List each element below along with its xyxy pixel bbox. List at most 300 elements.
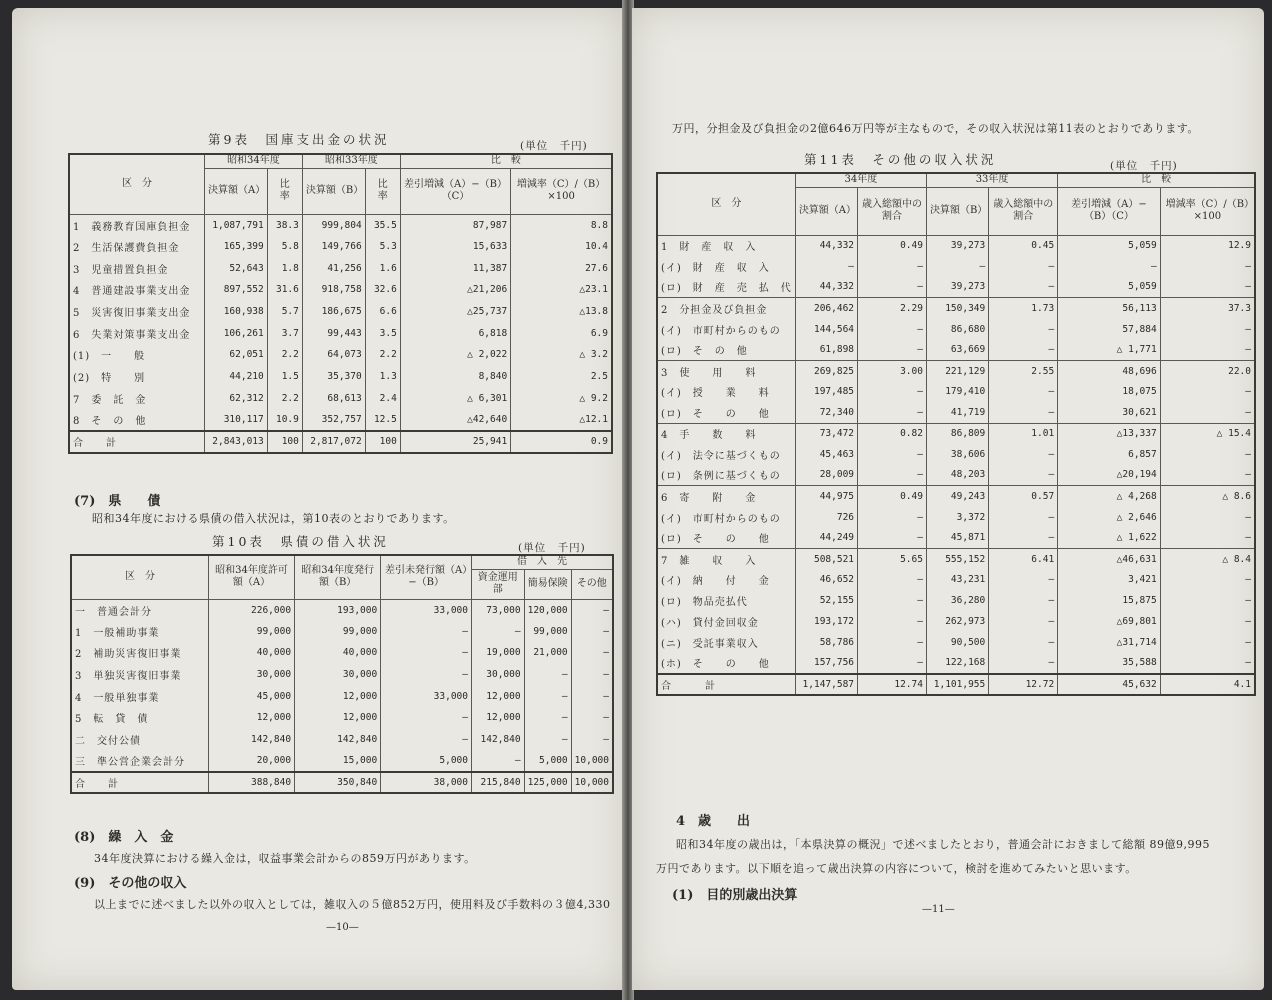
table-row bbox=[657, 298, 1255, 319]
row-label: (ホ) そ の 他 bbox=[657, 653, 795, 674]
cell-p: △ 3.2 bbox=[511, 344, 612, 366]
cell-ra: — bbox=[858, 256, 927, 277]
cell-b: 918,758 bbox=[302, 279, 365, 301]
cell-b: 150,349 bbox=[926, 298, 988, 319]
cell-ra: 3.7 bbox=[267, 322, 302, 344]
cell-p: — bbox=[1160, 277, 1255, 298]
t9-h-kessan-b: 決算額（B） bbox=[302, 168, 365, 214]
t9-h-zougen: 増減率（C）/（B）×100 bbox=[511, 168, 612, 214]
cell-b: 48,203 bbox=[926, 465, 988, 486]
row-label: 合 計 bbox=[657, 674, 795, 695]
right-page bbox=[632, 8, 1264, 990]
row-label: 6 寄 附 金 bbox=[657, 486, 795, 507]
table-row bbox=[71, 772, 613, 794]
cell-p: 10.4 bbox=[511, 236, 612, 258]
cell-b: 86,680 bbox=[926, 319, 988, 340]
row-label: 2 補助災害復旧事業 bbox=[71, 642, 209, 664]
cell-a: 12,000 bbox=[209, 707, 295, 729]
cell-rb: — bbox=[989, 569, 1058, 590]
table-row bbox=[657, 527, 1255, 548]
cell-p: 8.8 bbox=[511, 214, 612, 236]
cell-f: 10,000 bbox=[571, 772, 613, 794]
cell-a: 508,521 bbox=[795, 548, 857, 569]
cell-ra: 0.49 bbox=[858, 486, 927, 507]
cell-b: 30,000 bbox=[295, 664, 381, 686]
cell-p: — bbox=[1160, 444, 1255, 465]
cell-ra: — bbox=[858, 611, 927, 632]
cell-c: △13,337 bbox=[1058, 423, 1161, 444]
cell-rb: 6.6 bbox=[365, 301, 400, 323]
row-label: 1 財 産 収 入 bbox=[657, 235, 795, 256]
t11-h-kessan-b: 決算額（B） bbox=[926, 187, 988, 235]
t10-h-kanei: 簡易保険 bbox=[524, 569, 571, 599]
cell-a: 2,843,013 bbox=[205, 431, 268, 453]
t9-h-hiritsu-b: 比 率 bbox=[365, 168, 400, 214]
cell-rb: 100 bbox=[365, 431, 400, 453]
cell-a: 142,840 bbox=[209, 729, 295, 751]
cell-b: 262,973 bbox=[926, 611, 988, 632]
row-label: (ロ) 条例に基づくもの bbox=[657, 465, 795, 486]
cell-ra: — bbox=[858, 444, 927, 465]
cell-a: 144,564 bbox=[795, 319, 857, 340]
cell-rb: — bbox=[989, 527, 1058, 548]
cell-a: 52,643 bbox=[205, 257, 268, 279]
cell-c: 15,633 bbox=[400, 236, 510, 258]
row-label: (ハ) 貸付金回収金 bbox=[657, 611, 795, 632]
cell-c: 5,000 bbox=[381, 750, 472, 772]
t9-h-hiritsu-a: 比 率 bbox=[267, 168, 302, 214]
cell-rb: 32.6 bbox=[365, 279, 400, 301]
row-label: 2 分担金及び負担金 bbox=[657, 298, 795, 319]
cell-ra: — bbox=[858, 569, 927, 590]
row-label: 4 手 数 料 bbox=[657, 423, 795, 444]
cell-ra: — bbox=[858, 319, 927, 340]
cell-p: △12.1 bbox=[511, 409, 612, 431]
cell-a: 73,472 bbox=[795, 423, 857, 444]
cell-b: 40,000 bbox=[295, 642, 381, 664]
table-row bbox=[657, 507, 1255, 528]
cell-a: 44,332 bbox=[795, 277, 857, 298]
cell-ra: — bbox=[858, 590, 927, 611]
cell-c: — bbox=[381, 664, 472, 686]
cell-c: △46,631 bbox=[1058, 548, 1161, 569]
cell-b: 45,871 bbox=[926, 527, 988, 548]
section8-heading: (8) 繰 入 金 bbox=[74, 830, 174, 845]
table10-title: 第10表 県債の借入状況 bbox=[212, 534, 389, 549]
t10-h-other: その他 bbox=[571, 569, 613, 599]
cell-rb: 2.2 bbox=[365, 344, 400, 366]
row-label: (イ) 市町村からのもの bbox=[657, 319, 795, 340]
cell-p: — bbox=[1160, 653, 1255, 674]
table9-unit: (単位 千円) bbox=[520, 140, 588, 152]
cell-b: 3,372 bbox=[926, 507, 988, 528]
cell-b: 186,675 bbox=[302, 301, 365, 323]
cell-a: 44,975 bbox=[795, 486, 857, 507]
row-label: 5 転 貸 債 bbox=[71, 707, 209, 729]
table-row bbox=[71, 599, 613, 621]
row-label: (ロ) そ の 他 bbox=[657, 402, 795, 423]
t10-h-a: 昭和34年度許可額（A） bbox=[209, 555, 295, 599]
row-label: (イ) 法令に基づくもの bbox=[657, 444, 795, 465]
cell-b: 35,370 bbox=[302, 366, 365, 388]
cell-c: 3,421 bbox=[1058, 569, 1161, 590]
cell-p: — bbox=[1160, 590, 1255, 611]
cell-c: — bbox=[381, 707, 472, 729]
cell-ra: 0.82 bbox=[858, 423, 927, 444]
cell-b: 555,152 bbox=[926, 548, 988, 569]
cell-c: △42,640 bbox=[400, 409, 510, 431]
cell-a: 388,840 bbox=[209, 772, 295, 794]
section4-heading: 4 歳 出 bbox=[676, 814, 751, 829]
cell-a: 197,485 bbox=[795, 381, 857, 402]
row-label: 4 一般単独事業 bbox=[71, 685, 209, 707]
table-row bbox=[657, 465, 1255, 486]
cell-a: 62,051 bbox=[205, 344, 268, 366]
row-label: (ロ) そ の 他 bbox=[657, 339, 795, 360]
cell-p: 2.5 bbox=[511, 366, 612, 388]
cell-rb: 0.45 bbox=[989, 235, 1058, 256]
table-row bbox=[69, 279, 612, 301]
cell-p: 0.9 bbox=[511, 431, 612, 453]
t9-h-y34: 昭和34年度 bbox=[205, 154, 303, 168]
cell-a: 30,000 bbox=[209, 664, 295, 686]
cell-c: 5,059 bbox=[1058, 277, 1161, 298]
cell-rb: 1.73 bbox=[989, 298, 1058, 319]
cell-b: 221,129 bbox=[926, 360, 988, 381]
cell-a: 28,009 bbox=[795, 465, 857, 486]
cell-a: 44,210 bbox=[205, 366, 268, 388]
cell-b: 193,000 bbox=[295, 599, 381, 621]
cell-p: 6.9 bbox=[511, 322, 612, 344]
cell-c: — bbox=[1058, 256, 1161, 277]
cell-rb: 12.72 bbox=[989, 674, 1058, 695]
cell-rb: 1.6 bbox=[365, 257, 400, 279]
row-label: 4 普通建設事業支出金 bbox=[69, 279, 205, 301]
cell-rb: 2.4 bbox=[365, 388, 400, 410]
cell-c: 33,000 bbox=[381, 599, 472, 621]
row-label: 8 そ の 他 bbox=[69, 409, 205, 431]
cell-rb: 35.5 bbox=[365, 214, 400, 236]
cell-f: — bbox=[571, 685, 613, 707]
cell-c: — bbox=[381, 621, 472, 643]
cell-a: 269,825 bbox=[795, 360, 857, 381]
cell-ra: 0.49 bbox=[858, 235, 927, 256]
cell-b: 2,817,072 bbox=[302, 431, 365, 453]
cell-c: 45,632 bbox=[1058, 674, 1161, 695]
t11-h-zougen: 増減率（C）/（B）×100 bbox=[1160, 187, 1255, 235]
cell-b: 39,273 bbox=[926, 277, 988, 298]
cell-a: 193,172 bbox=[795, 611, 857, 632]
cell-p: — bbox=[1160, 402, 1255, 423]
cell-rb: — bbox=[989, 402, 1058, 423]
row-label: 2 生活保護費負担金 bbox=[69, 236, 205, 258]
t9-h-hikaku: 比 較 bbox=[400, 154, 612, 168]
cell-f: — bbox=[571, 664, 613, 686]
cell-b: 63,669 bbox=[926, 339, 988, 360]
table-row bbox=[69, 344, 612, 366]
cell-p: — bbox=[1160, 339, 1255, 360]
row-label: 7 雑 収 入 bbox=[657, 548, 795, 569]
cell-b: 39,273 bbox=[926, 235, 988, 256]
row-label: (ニ) 受託事業収入 bbox=[657, 632, 795, 653]
section7-text: 昭和34年度における県債の借入状況は，第10表のとおりであります。 bbox=[92, 512, 455, 525]
cell-b: 64,073 bbox=[302, 344, 365, 366]
cell-c: 56,113 bbox=[1058, 298, 1161, 319]
cell-rb: — bbox=[989, 611, 1058, 632]
cell-p: — bbox=[1160, 611, 1255, 632]
cell-rb: 1.01 bbox=[989, 423, 1058, 444]
cell-ra: — bbox=[858, 381, 927, 402]
row-label: 3 児童措置負担金 bbox=[69, 257, 205, 279]
row-label: 一 普通会計分 bbox=[71, 599, 209, 621]
cell-ra: 1.8 bbox=[267, 257, 302, 279]
cell-p: — bbox=[1160, 632, 1255, 653]
t11-h-hikaku: 比 較 bbox=[1058, 173, 1255, 187]
cell-ra: — bbox=[858, 402, 927, 423]
t10-h-shikin: 資金運用部 bbox=[472, 569, 525, 599]
cell-c: △21,206 bbox=[400, 279, 510, 301]
row-label: 6 失業対策事業支出金 bbox=[69, 322, 205, 344]
cell-b: 142,840 bbox=[295, 729, 381, 751]
table-row bbox=[657, 611, 1255, 632]
cell-p: △ 15.4 bbox=[1160, 423, 1255, 444]
section8-text: 34年度決算における繰入金は，収益事業会計からの859万円があります。 bbox=[94, 852, 476, 865]
table-row bbox=[657, 277, 1255, 298]
cell-a: 62,312 bbox=[205, 388, 268, 410]
table-row bbox=[71, 707, 613, 729]
t10-h-b: 昭和34年度発行額（B） bbox=[295, 555, 381, 599]
cell-b: 41,719 bbox=[926, 402, 988, 423]
t10-h-c: 差引未発行額（A）−（B） bbox=[381, 555, 472, 599]
table-row bbox=[71, 750, 613, 772]
cell-a: 46,652 bbox=[795, 569, 857, 590]
table-row bbox=[69, 322, 612, 344]
row-label: 5 災害復旧事業支出金 bbox=[69, 301, 205, 323]
cell-e: 120,000 bbox=[524, 599, 571, 621]
cell-ra: — bbox=[858, 339, 927, 360]
cell-a: 44,249 bbox=[795, 527, 857, 548]
cell-ra: 5.7 bbox=[267, 301, 302, 323]
cell-c: 48,696 bbox=[1058, 360, 1161, 381]
cell-c: △ 4,268 bbox=[1058, 486, 1161, 507]
cell-p: △ 8.6 bbox=[1160, 486, 1255, 507]
t10-h-kubun: 区 分 bbox=[71, 555, 209, 599]
t9-h-kubun: 区 分 bbox=[69, 154, 205, 214]
row-label: (イ) 納 付 金 bbox=[657, 569, 795, 590]
cell-p: 37.3 bbox=[1160, 298, 1255, 319]
row-label: 二 交付公債 bbox=[71, 729, 209, 751]
cell-c: 18,075 bbox=[1058, 381, 1161, 402]
table-row bbox=[657, 444, 1255, 465]
cell-ra: 5.65 bbox=[858, 548, 927, 569]
cell-a: 61,898 bbox=[795, 339, 857, 360]
cell-p: 27.6 bbox=[511, 257, 612, 279]
table-row bbox=[657, 402, 1255, 423]
cell-c: 6,857 bbox=[1058, 444, 1161, 465]
cell-a: 897,552 bbox=[205, 279, 268, 301]
cell-a: 1,147,587 bbox=[795, 674, 857, 695]
row-label: (イ) 市町村からのもの bbox=[657, 507, 795, 528]
table-row bbox=[69, 388, 612, 410]
table-row bbox=[71, 642, 613, 664]
cell-d: — bbox=[472, 621, 525, 643]
cell-b: 43,231 bbox=[926, 569, 988, 590]
cell-a: 58,786 bbox=[795, 632, 857, 653]
t11-h-sabiki: 差引増減（A）−（B）（C） bbox=[1058, 187, 1161, 235]
cell-ra: — bbox=[858, 653, 927, 674]
cell-e: — bbox=[524, 664, 571, 686]
cell-p: △ 8.4 bbox=[1160, 548, 1255, 569]
cell-ra: 12.74 bbox=[858, 674, 927, 695]
cell-a: 45,000 bbox=[209, 685, 295, 707]
section4-text-1: 昭和34年度の歳出は，「本県決算の概況」で述べましたとおり，普通会計におきまして総額 89億9,995 bbox=[676, 838, 1210, 851]
section9-text: 以上までに述べました以外の収入としては，雑収入の５億852万円，使用料及び手数料の３億4,330 bbox=[94, 898, 611, 911]
cell-ra: 100 bbox=[267, 431, 302, 453]
cell-c: 33,000 bbox=[381, 685, 472, 707]
cell-a: 72,340 bbox=[795, 402, 857, 423]
table-row bbox=[657, 339, 1255, 360]
cell-c: △ 1,771 bbox=[1058, 339, 1161, 360]
cell-d: 142,840 bbox=[472, 729, 525, 751]
table-row bbox=[71, 621, 613, 643]
table-row bbox=[657, 590, 1255, 611]
table-row bbox=[657, 674, 1255, 695]
t10-h-saki: 借 入 先 bbox=[472, 555, 614, 569]
cell-b: 179,410 bbox=[926, 381, 988, 402]
cell-d: 19,000 bbox=[472, 642, 525, 664]
cell-d: — bbox=[472, 750, 525, 772]
table9 bbox=[68, 153, 613, 454]
t11-h-share-a: 歳入総額中の割合 bbox=[858, 187, 927, 235]
cell-c: — bbox=[381, 729, 472, 751]
cell-rb: — bbox=[989, 465, 1058, 486]
cell-rb: — bbox=[989, 256, 1058, 277]
t11-h-y34: 34年度 bbox=[795, 173, 926, 187]
cell-b: 149,766 bbox=[302, 236, 365, 258]
cell-a: 160,938 bbox=[205, 301, 268, 323]
cell-a: 52,155 bbox=[795, 590, 857, 611]
cell-b: 12,000 bbox=[295, 707, 381, 729]
table-row bbox=[71, 729, 613, 751]
row-label: (2) 特 別 bbox=[69, 366, 205, 388]
cell-a: 44,332 bbox=[795, 235, 857, 256]
cell-a: 165,399 bbox=[205, 236, 268, 258]
cell-ra: 5.8 bbox=[267, 236, 302, 258]
cell-d: 73,000 bbox=[472, 599, 525, 621]
cell-c: 5,059 bbox=[1058, 235, 1161, 256]
cell-p: △ 9.2 bbox=[511, 388, 612, 410]
cell-d: 215,840 bbox=[472, 772, 525, 794]
cell-e: — bbox=[524, 729, 571, 751]
table-row bbox=[69, 366, 612, 388]
cell-e: — bbox=[524, 707, 571, 729]
cell-ra: — bbox=[858, 277, 927, 298]
row-label: (ロ) 物品売払代 bbox=[657, 590, 795, 611]
cell-b: 15,000 bbox=[295, 750, 381, 772]
cell-e: 5,000 bbox=[524, 750, 571, 772]
cell-ra: — bbox=[858, 527, 927, 548]
cell-ra: 38.3 bbox=[267, 214, 302, 236]
cell-rb: — bbox=[989, 444, 1058, 465]
cell-ra: 31.6 bbox=[267, 279, 302, 301]
table-row bbox=[657, 235, 1255, 256]
row-label: 3 使 用 料 bbox=[657, 360, 795, 381]
cell-b: 86,809 bbox=[926, 423, 988, 444]
row-label: 三 準公営企業会計分 bbox=[71, 750, 209, 772]
cell-a: 726 bbox=[795, 507, 857, 528]
cell-rb: — bbox=[989, 507, 1058, 528]
cell-rb: — bbox=[989, 653, 1058, 674]
cell-c: 6,818 bbox=[400, 322, 510, 344]
cell-a: 1,087,791 bbox=[205, 214, 268, 236]
table-row bbox=[657, 423, 1255, 444]
intro-text: 万円，分担金及び負担金の2億646万円等が主なもので，その収入状況は第11表のとおりであります。 bbox=[672, 122, 1199, 135]
cell-a: 310,117 bbox=[205, 409, 268, 431]
cell-c: △ 6,301 bbox=[400, 388, 510, 410]
cell-ra: 2.2 bbox=[267, 344, 302, 366]
cell-rb: — bbox=[989, 277, 1058, 298]
cell-c: 87,987 bbox=[400, 214, 510, 236]
cell-p: — bbox=[1160, 527, 1255, 548]
cell-rb: — bbox=[989, 319, 1058, 340]
cell-c: 11,387 bbox=[400, 257, 510, 279]
cell-c: △69,801 bbox=[1058, 611, 1161, 632]
cell-b: 38,606 bbox=[926, 444, 988, 465]
cell-f: — bbox=[571, 642, 613, 664]
cell-b: 68,613 bbox=[302, 388, 365, 410]
cell-p: 4.1 bbox=[1160, 674, 1255, 695]
table9-title: 第9表 国庫支出金の状況 bbox=[208, 132, 390, 147]
cell-c: 38,000 bbox=[381, 772, 472, 794]
cell-b: 99,000 bbox=[295, 621, 381, 643]
cell-c: △25,737 bbox=[400, 301, 510, 323]
cell-p: — bbox=[1160, 256, 1255, 277]
cell-c: △ 2,646 bbox=[1058, 507, 1161, 528]
cell-c: △ 2,022 bbox=[400, 344, 510, 366]
table-row bbox=[69, 301, 612, 323]
subsection1-heading: (1) 目的別歳出決算 bbox=[672, 888, 798, 903]
cell-e: — bbox=[524, 685, 571, 707]
cell-f: — bbox=[571, 621, 613, 643]
cell-rb: 3.5 bbox=[365, 322, 400, 344]
cell-a: 206,462 bbox=[795, 298, 857, 319]
cell-c: △20,194 bbox=[1058, 465, 1161, 486]
cell-e: 99,000 bbox=[524, 621, 571, 643]
cell-p: — bbox=[1160, 319, 1255, 340]
cell-rb: 1.3 bbox=[365, 366, 400, 388]
cell-c: △ 1,622 bbox=[1058, 527, 1161, 548]
cell-b: — bbox=[926, 256, 988, 277]
table-row bbox=[657, 653, 1255, 674]
cell-a: — bbox=[795, 256, 857, 277]
cell-a: 157,756 bbox=[795, 653, 857, 674]
table10-unit: (単位 千円) bbox=[518, 542, 586, 554]
cell-b: 122,168 bbox=[926, 653, 988, 674]
t9-h-y33: 昭和33年度 bbox=[302, 154, 400, 168]
cell-rb: — bbox=[989, 632, 1058, 653]
cell-rb: 2.55 bbox=[989, 360, 1058, 381]
cell-ra: 1.5 bbox=[267, 366, 302, 388]
cell-f: — bbox=[571, 599, 613, 621]
cell-e: 21,000 bbox=[524, 642, 571, 664]
table11 bbox=[656, 172, 1256, 696]
cell-b: 49,243 bbox=[926, 486, 988, 507]
t11-h-share-b: 歳入総額中の割合 bbox=[989, 187, 1058, 235]
t11-h-y33: 33年度 bbox=[926, 173, 1057, 187]
cell-f: — bbox=[571, 707, 613, 729]
cell-b: 36,280 bbox=[926, 590, 988, 611]
table-row bbox=[657, 486, 1255, 507]
